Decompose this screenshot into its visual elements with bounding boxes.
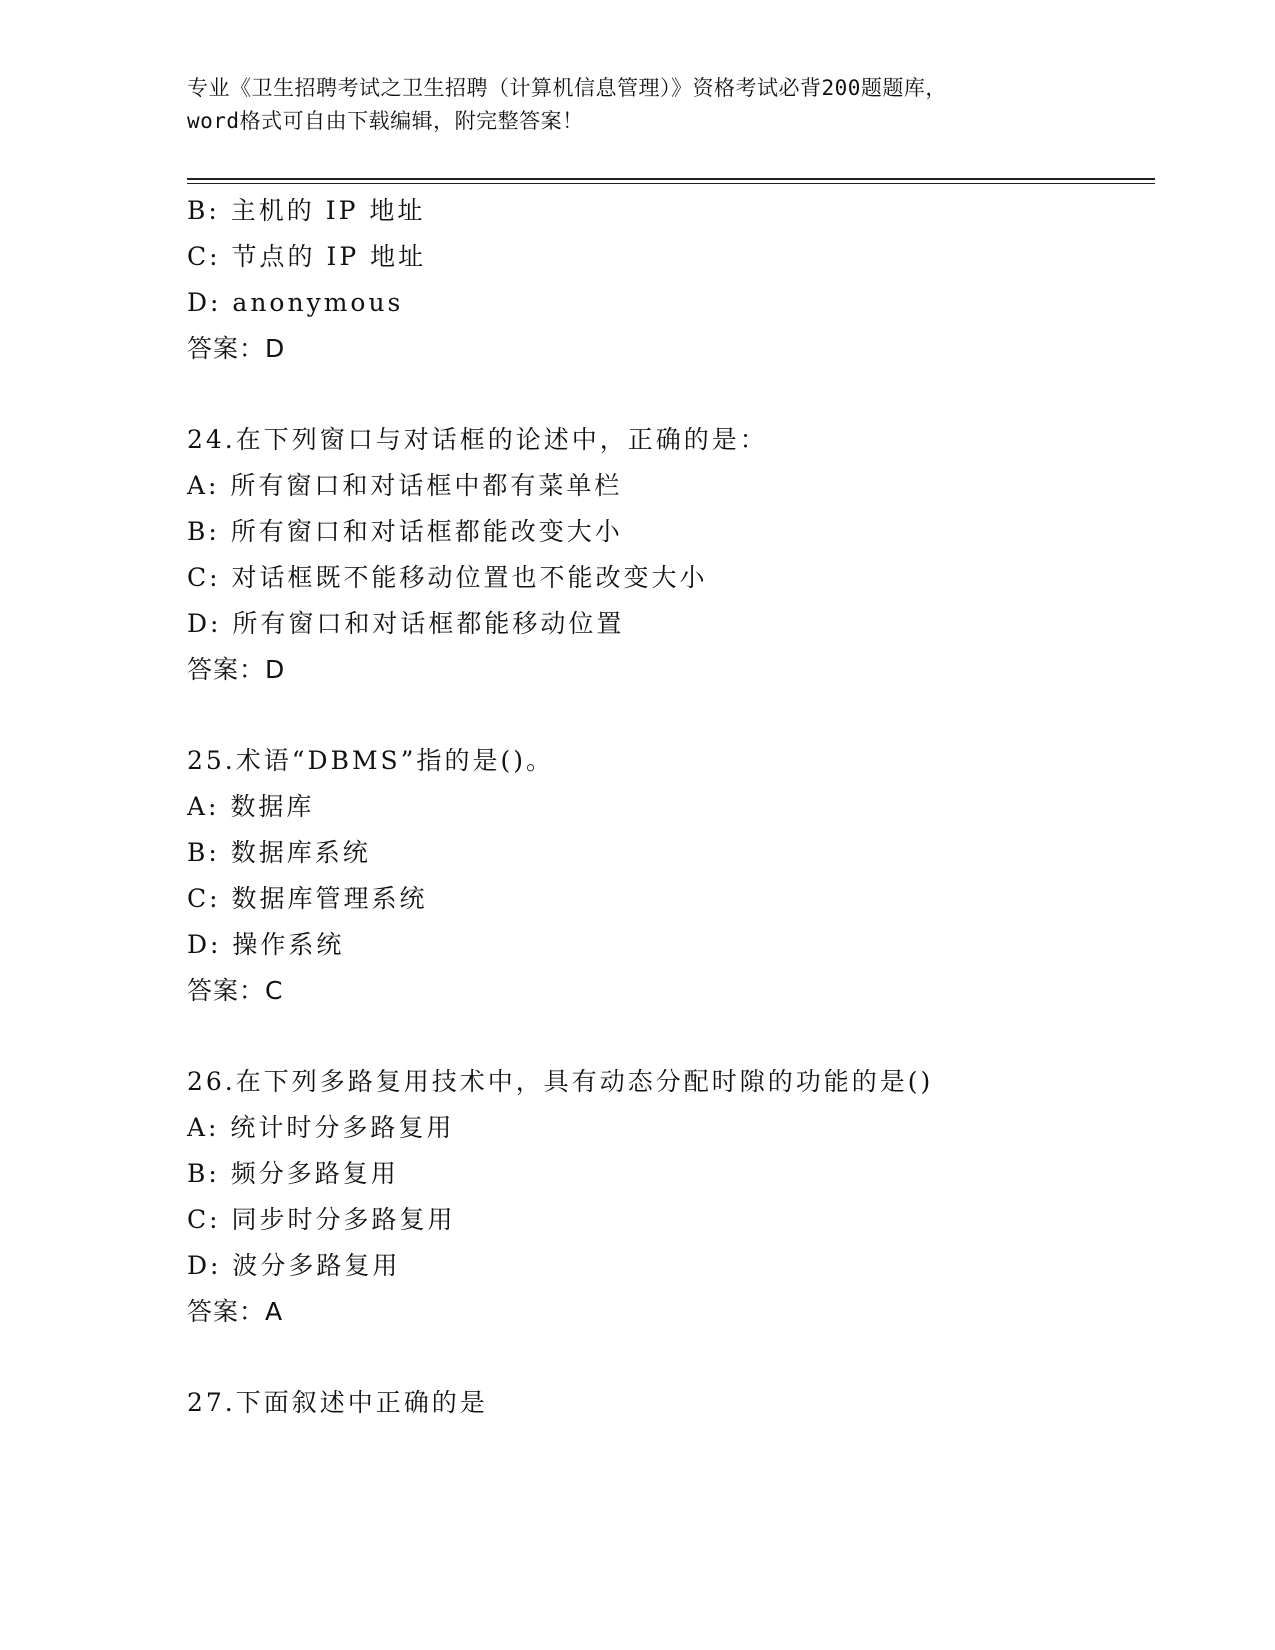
option-line: B: 频分多路复用 xyxy=(187,1159,399,1188)
answer-line: 答案：D xyxy=(187,334,286,363)
option-line: B: 数据库系统 xyxy=(187,838,371,867)
question-stem: 26.在下列多路复用技术中，具有动态分配时隙的功能的是() xyxy=(187,1067,934,1096)
option-line: C: 数据库管理系统 xyxy=(187,884,428,913)
option-line: D: 波分多路复用 xyxy=(187,1251,401,1280)
question-list xyxy=(187,188,1137,1426)
header-divider-thick xyxy=(187,178,1155,180)
answer-line: 答案：A xyxy=(187,1297,284,1326)
answer-line: 答案：C xyxy=(187,976,284,1005)
spacer xyxy=(187,372,1137,417)
question-stem: 24.在下列窗口与对话框的论述中，正确的是： xyxy=(187,425,768,454)
option-line: A: 统计时分多路复用 xyxy=(187,1113,455,1142)
option-line: D: 所有窗口和对话框都能移动位置 xyxy=(187,609,625,638)
option-line: C: 节点的 IP 地址 xyxy=(187,242,427,271)
option-line: C: 同步时分多路复用 xyxy=(187,1205,456,1234)
spacer xyxy=(187,1335,1137,1380)
option-line: A: 所有窗口和对话框中都有菜单栏 xyxy=(187,471,623,500)
header-title-line-2: word格式可自由下载编辑，附完整答案！ xyxy=(187,109,584,133)
question-stem: 27.下面叙述中正确的是 xyxy=(187,1388,488,1417)
option-line: A: 数据库 xyxy=(187,792,315,821)
spacer xyxy=(187,693,1137,738)
option-line: B: 所有窗口和对话框都能改变大小 xyxy=(187,517,623,546)
option-line: B: 主机的 IP 地址 xyxy=(187,196,426,225)
spacer xyxy=(187,1014,1137,1059)
option-line: C: 对话框既不能移动位置也不能改变大小 xyxy=(187,563,708,592)
answer-line: 答案：D xyxy=(187,655,286,684)
header-divider-thin xyxy=(187,183,1155,184)
option-line: D: anonymous xyxy=(187,288,404,317)
option-line: D: 操作系统 xyxy=(187,930,345,959)
question-stem: 25.术语“DBMS”指的是()。 xyxy=(187,746,554,775)
header-title-line-1: 专业《卫生招聘考试之卫生招聘（计算机信息管理）》资格考试必背200题题库， xyxy=(187,76,947,100)
document-header xyxy=(187,72,1087,138)
